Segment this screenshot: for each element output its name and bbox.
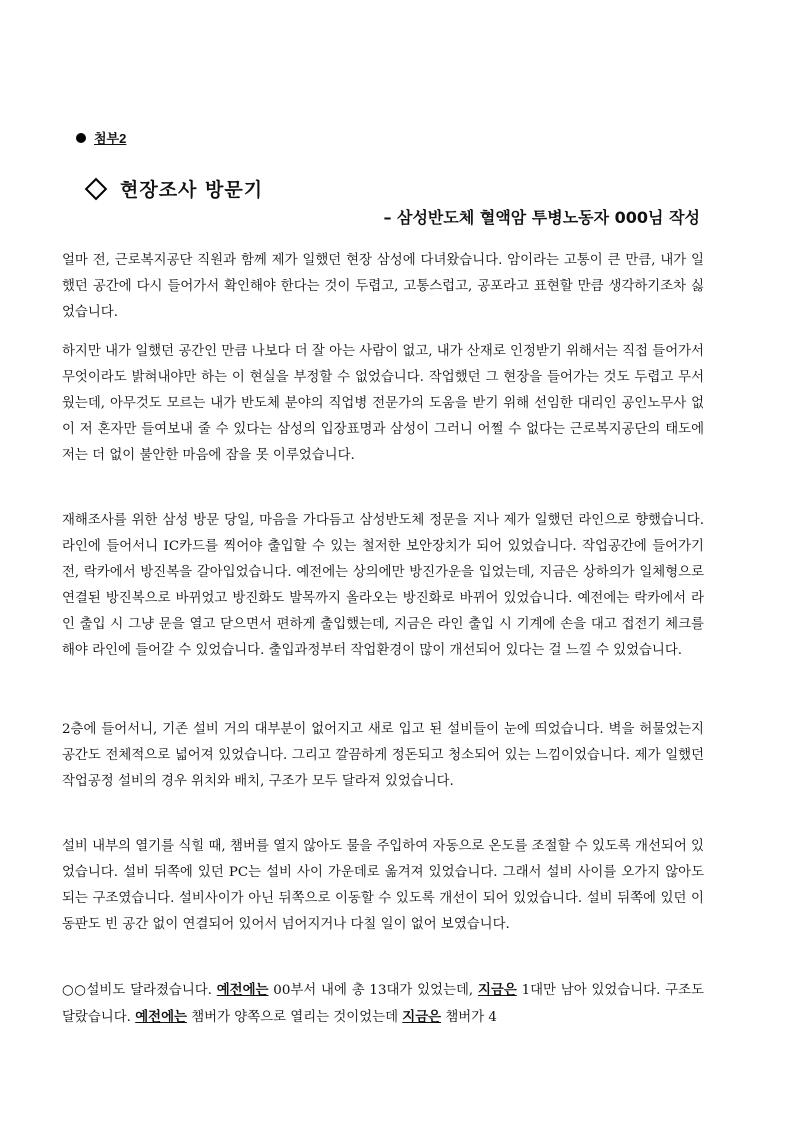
p6-text-3: 1대만 남아 있었습니다. 구조도 달랐습니다. bbox=[62, 983, 704, 1025]
paragraph-3: 재해조사를 위한 삼성 방문 당일, 마음을 가다듬고 삼성반도체 정문을 지나 제가 일했던 라인으로 향했습니다. 라인에 들어서니 IC카드를 찍어야 출입할 수 있는 철저한 보안장치가 되어 있었습니다. 작업공간에 들어가기 전, 락카에서 방진복을 갈아입었습니다. 예전에는 상의에만 방진가운을 입었는데, 지금은 상하의가 일체형으로 연결된 방진복으로 바뀌었고 방진화도 발목까지 올라오는 방진화로 바뀌어 있었습니다. 예전에는 락카에서 라인 출입 시 그냥 문을 열고 닫으면서 편하게 출입했는데, 지금은 라인 출입 시 기계에 손을 대고 접전기 체크를 해야 라인에 들어갈 수 있었습니다. 출입과정부터 작업환경이 많이 개선되어 있다는 걸 느낄 수 있었습니다. bbox=[62, 513, 704, 658]
bullet-icon bbox=[76, 133, 86, 143]
p6-emphasis-3: 예전에는 bbox=[135, 1009, 187, 1025]
document-title bbox=[86, 175, 263, 202]
diamond-icon bbox=[85, 177, 108, 200]
attachment-label: 첨부2 bbox=[94, 131, 127, 146]
p6-emphasis-4: 지금은 bbox=[402, 1009, 442, 1025]
paragraph-1: 얼마 전, 근로복지공단 직원과 함께 제가 일했던 현장 삼성에 다녀왔습니다. 암이라는 고통이 큰 만큼, 내가 일했던 공간에 다시 들어가서 확인해야 한다는 것이 두렵고, 고통스럽고, 공포라고 표현할 만큼 생각하기조차 싫었습니다. bbox=[62, 253, 704, 320]
p6-text-2: 00부서 내에 총 13대가 있었는데, bbox=[268, 983, 478, 998]
document-subtitle: – 삼성반도체 혈액암 투병노동자 000님 작성 bbox=[383, 208, 700, 227]
p6-emphasis-1: 예전에는 bbox=[216, 982, 269, 998]
p6-text-4: 챔버가 양쪽으로 열리는 것이었는데 bbox=[186, 1010, 403, 1025]
paragraph-5: 설비 내부의 열기를 식힐 때, 챔버를 열지 않아도 물을 주입하여 자동으로 온도를 조절할 수 있도록 개선되어 있었습니다. 설비 뒤쪽에 있던 PC는 설비 사이 가운데로 옮겨져 있었습니다. 그래서 설비 사이를 오가지 않아도 되는 구조였습니다. 설비사이가 아닌 뒤쪽으로 이동할 수 있도록 개선이 되어 있었습니다. 설비 뒤쪽에 있던 이동판도 빈 공간 없이 연결되어 있어서 넘어지거나 다칠 일이 없어 보였습니다. bbox=[62, 839, 704, 932]
paragraph-2: 하지만 내가 일했던 공간인 만큼 나보다 더 잘 아는 사람이 없고, 내가 산재로 인정받기 위해서는 직접 들어가서 무엇이라도 밝혀내야만 하는 이 현실을 부정할 수 없었습니다. 작업했던 그 현장을 들어가는 것도 두렵고 무서웠는데, 아무것도 모르는 내가 반도체 분야의 직업병 전문가의 도움을 받기 위해 선임한 대리인 공인노무사 없이 저 혼자만 들여보내 줄 수 있다는 삼성의 입장표명과 삼성이 그러니 어쩔 수 없다는 근로복지공단의 태도에 저는 더 없이 불안한 마음에 잠을 못 이루었습니다. bbox=[62, 344, 704, 463]
attachment-marker bbox=[76, 128, 126, 147]
p6-text-1: ○○설비도 달라졌습니다. bbox=[62, 983, 217, 998]
p6-text-5: 챔버가 4 bbox=[441, 1010, 497, 1025]
paragraph-6 bbox=[62, 977, 704, 1031]
p6-emphasis-2: 지금은 bbox=[477, 982, 517, 998]
title-text: 현장조사 방문기 bbox=[120, 179, 264, 201]
paragraph-4: 2층에 들어서니, 기존 설비 거의 대부분이 없어지고 새로 입고 된 설비들이 눈에 띄었습니다. 벽을 허물었는지 공간도 전체적으로 넓어져 있었습니다. 그리고 깔끔하게 정돈되고 청소되어 있는 느낌이었습니다. 제가 일했던 작업공정 설비의 경우 위치와 배치, 구조가 모두 달라져 있었습니다. bbox=[62, 722, 704, 789]
